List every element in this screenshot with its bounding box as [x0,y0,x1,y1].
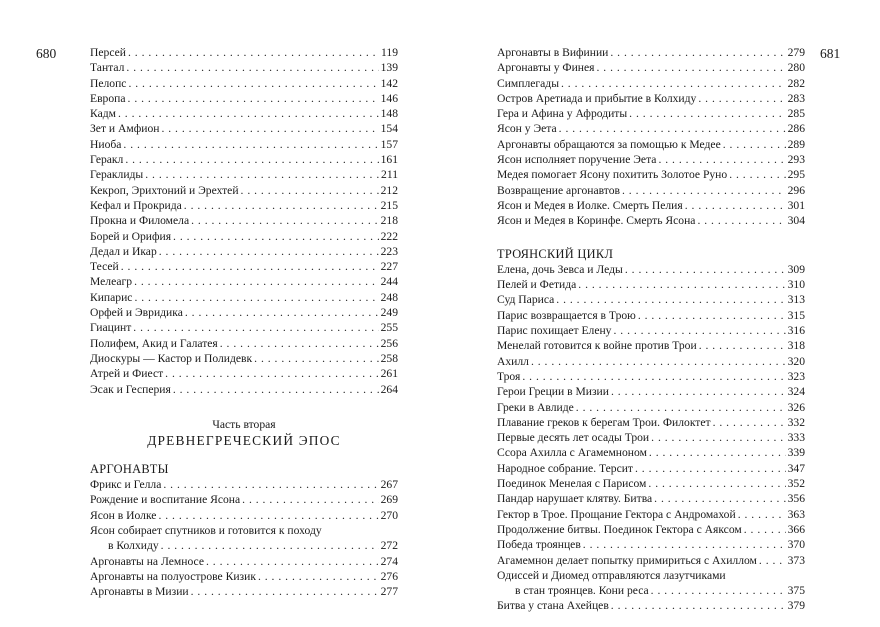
toc-entry-title: Аргонавты обращаются за помощью к Медее [497,137,721,151]
toc-entry-page: 323 [787,369,805,383]
toc-entry [90,152,398,167]
toc-entry-page: 339 [787,446,805,460]
toc-entry-line1: Одиссей и Диомед отправляются лазутчиками [497,568,726,582]
toc-entry [497,183,805,198]
toc-entry [90,60,398,75]
leader-dots [611,384,786,399]
leader-dots [531,354,786,369]
leader-dots [254,351,378,366]
toc-entry-page: 279 [787,46,805,59]
toc-entry-page: 282 [787,76,805,90]
toc-entry-title: Ясон и Медея в Коринфе. Смерть Ясона [497,214,696,228]
toc-entry-page: 289 [787,137,805,151]
toc-entry [90,167,398,182]
leader-dots [698,91,785,106]
toc-entry [497,384,805,399]
toc-entry-page: 274 [380,554,398,568]
leader-dots [556,292,785,307]
leader-dots [191,584,379,599]
toc-entry-title: Пелей и Фетида [497,278,577,292]
toc-entry-title: Эсак и Гесперия [90,382,171,396]
toc-entry-page: 154 [380,122,398,136]
toc-entry [497,323,805,338]
toc-entry-page: 363 [787,507,805,521]
toc-entry [90,91,398,106]
toc-entry [90,259,398,274]
toc-entry [497,369,805,384]
toc-entry-title: Аргонавты у Финея [497,61,595,75]
leader-dots [744,522,786,537]
toc-entry-title: Остров Аретиада и прибытие в Колхиду [497,91,697,105]
toc-entry-page: 370 [787,538,805,552]
section-heading-trojan: ТРОЯНСКИЙ ЦИКЛ [497,246,614,261]
toc-entry-title: Продолжение битвы. Поединок Гектора с Аяксом [497,522,742,536]
toc-entry-title: Кипарис [90,290,133,304]
toc-entry-page: 218 [380,214,398,228]
toc-entry-page: 248 [380,290,398,304]
toc-entry-title: Симплегады [497,76,559,90]
toc-entry-page: 276 [380,569,398,583]
toc-entry [497,152,805,167]
toc-entry-page: 146 [380,91,398,105]
toc-entry [90,584,398,599]
toc-entry-page: 309 [787,262,805,276]
toc-entry-title: Дедал и Икар [90,244,157,258]
leader-dots [121,259,379,274]
leader-dots [622,183,786,198]
toc-entry [497,415,805,430]
toc-entry [497,106,805,121]
toc-entry-page: 315 [787,308,805,322]
leader-dots [685,198,786,213]
toc-entry [90,244,398,259]
toc-entry [497,476,805,491]
toc-entry-page: 320 [787,354,805,368]
toc-entry-title: Аргонавты на Лемносе [90,554,204,568]
toc-entry-page: 269 [380,493,398,507]
toc-entry [497,45,805,60]
toc-entry-page: 261 [380,367,398,381]
toc-entry [90,274,398,289]
toc-entry [90,183,398,198]
toc-entry-page: 366 [787,522,805,536]
leader-dots [191,213,379,228]
toc-entry [90,538,398,553]
toc-entry [90,305,398,320]
toc-entry-title: Суд Париса [497,293,555,307]
leader-dots [185,305,379,320]
toc-entry-page: 379 [787,599,805,613]
leader-dots [134,274,379,289]
toc-entry-title: Тантал [90,61,125,75]
toc-entry-page: 333 [787,431,805,445]
leader-dots [654,491,785,506]
toc-entry-title: Медея помогает Ясону похитить Золотое Руно [497,168,728,182]
leader-dots [173,382,379,397]
toc-entry-page: 256 [380,336,398,350]
toc-entry-title: Гера и Афина у Афродиты [497,107,628,121]
toc-entry [497,537,805,552]
toc-entry-page: 244 [380,275,398,289]
toc-entry-page: 139 [380,61,398,75]
toc-entry-title: Ясон исполняет поручение Эета [497,153,657,167]
toc-entry-page: 227 [380,260,398,274]
toc-entry [497,292,805,307]
toc-entry-page: 283 [787,91,805,105]
toc-entry [497,91,805,106]
leader-dots [133,320,378,335]
toc-entry-page: 277 [380,585,398,599]
toc-entry-title: Аргонавты в Мизии [90,585,189,599]
toc-entry-page: 313 [787,293,805,307]
toc-entry-title: Герои Греции в Мизии [497,385,609,399]
toc-entry [497,198,805,213]
toc-entry [497,60,805,75]
toc-entry [497,553,805,568]
leader-dots [128,45,379,60]
toc-list-argonauts-cont [497,45,805,229]
toc-entry [90,213,398,228]
toc-entry-title: Ниоба [90,137,122,151]
toc-entry-title: Геракл [90,153,124,167]
leader-dots [648,476,785,491]
toc-entry-title: Поединок Менелая с Парисом [497,477,647,491]
toc-entry-title: Зет и Амфион [90,122,160,136]
leader-dots [649,445,786,460]
leader-dots [184,198,379,213]
toc-entry-title: Фрикс и Гелла [90,478,162,492]
toc-entry-title: Троя [497,369,521,383]
toc-entry-page: 270 [380,508,398,522]
toc-entry-title: Парис возвращается в Трою [497,308,636,322]
leader-dots [220,336,379,351]
toc-entry-title: Ясон у Эета [497,122,557,136]
toc-column-right [497,45,805,614]
leader-dots [258,569,379,584]
leader-dots [697,213,785,228]
leader-dots [145,167,379,182]
toc-entry-page: 296 [787,183,805,197]
leader-dots [126,60,378,75]
toc-entry-title: Победа троянцев [497,538,581,552]
part-label: Часть вторая [212,417,276,431]
leader-dots [134,290,378,305]
toc-entry [497,430,805,445]
toc-entry-page: 304 [787,214,805,228]
toc-entry [90,554,398,569]
leader-dots [625,262,786,277]
toc-entry-title: Парис похищает Елену [497,324,612,338]
toc-entry-page: 316 [787,324,805,338]
toc-column-left [90,45,398,600]
leader-dots [759,553,786,568]
toc-entry-page: 157 [380,137,398,151]
toc-entry-title: Аргонавты на полуострове Кизик [90,569,256,583]
toc-entry-page: 255 [380,321,398,335]
toc-entry [90,76,398,91]
page-number-right: 681 [820,46,841,61]
toc-entry-page: 148 [380,107,398,121]
toc-entry [90,106,398,121]
toc-entry-title: в Колхиду [108,539,159,553]
toc-entry-title: Прокна и Филомела [90,214,190,228]
toc-entry [90,45,398,60]
toc-entry-page: 293 [787,153,805,167]
toc-entry [497,338,805,353]
leader-dots [651,430,785,445]
toc-entry-title: Персей [90,46,126,59]
leader-dots [173,229,379,244]
toc-entry-title: Ясон в Иолке [90,508,157,522]
leader-dots [125,152,378,167]
toc-entry-title: Первые десять лет осады Трои [497,431,650,445]
toc-entry [497,137,805,152]
leader-dots [128,91,379,106]
toc-entry [90,569,398,584]
leader-dots [629,106,785,121]
toc-entry [497,598,805,613]
leader-dots [241,183,379,198]
toc-entry-title: Плавание греков к берегам Трои. Филоктет [497,415,711,429]
leader-dots [713,415,786,430]
toc-entry-page: 295 [787,168,805,182]
toc-entry [90,198,398,213]
leader-dots [242,492,378,507]
section-heading-argonauts: АРГОНАВТЫ [90,461,169,476]
leader-dots [738,507,786,522]
leader-dots [699,338,786,353]
leader-dots [161,121,378,136]
toc-entry-title: Мелеагр [90,275,133,289]
toc-entry-page: 267 [380,478,398,492]
toc-entry-page: 272 [380,539,398,553]
toc-entry-title: Народное собрание. Терсит [497,461,633,475]
leader-dots [128,76,378,91]
toc-entry [90,508,398,523]
toc-entry-title: Елена, дочь Зевса и Леды [497,262,623,276]
leader-dots [561,76,786,91]
toc-entry [90,121,398,136]
toc-entry-line1: Ясон собирает спутников и готовится к походу [90,524,322,538]
toc-entry-page: 373 [787,553,805,567]
toc-entry-title: Менелай готовится к войне против Трои [497,339,697,353]
toc-entry-title: Гектор в Трое. Прощание Гектора с Андромахой [497,507,736,521]
toc-entry-page: 301 [787,198,805,212]
leader-dots [583,537,786,552]
toc-entry [90,492,398,507]
toc-entry-page: 285 [787,107,805,121]
toc-entry-title: Возвращение аргонавтов [497,183,620,197]
toc-entry [497,121,805,136]
leader-dots [658,152,785,167]
toc-entry-title: Кефал и Прокрида [90,198,182,212]
toc-entry-title: Рождение и воспитание Ясона [90,493,241,507]
toc-entry-page: 326 [787,400,805,414]
toc-entry-page: 211 [381,168,398,182]
toc-entry [497,262,805,277]
toc-entry [90,229,398,244]
toc-entry [497,445,805,460]
toc-entry [497,167,805,182]
toc-entry-title: Атрей и Фиест [90,367,164,381]
toc-entry-title: Аргонавты в Вифинии [497,46,609,59]
toc-entry-title: Гиацинт [90,321,132,335]
toc-entry [497,461,805,476]
leader-dots [610,45,785,60]
toc-entry-title: Агамемнон делает попытку примириться с Ахиллом [497,553,757,567]
toc-entry-title: Борей и Орифия [90,229,172,243]
toc-entry-title: Европа [90,91,126,105]
toc-entry [90,382,398,397]
toc-entry-page: 356 [787,492,805,506]
toc-list-argonauts [90,477,398,523]
leader-dots [123,137,378,152]
toc-entry [90,137,398,152]
part-title: ДРЕВНЕГРЕЧЕСКИЙ ЭПОС [147,432,341,448]
toc-entry [90,290,398,305]
toc-entry-title: Орфей и Эвридика [90,306,183,320]
leader-dots [118,106,379,121]
toc-entry [90,336,398,351]
leader-dots [165,366,378,381]
toc-entry [497,277,805,292]
leader-dots [576,400,786,415]
toc-entry-page: 264 [380,382,398,396]
toc-entry-page: 347 [787,461,805,475]
leader-dots [578,277,785,292]
toc-entry [497,354,805,369]
toc-entry-title: Ссора Ахилла с Агамемноном [497,446,647,460]
toc-entry-page: 223 [380,244,398,258]
toc-entry-page: 119 [381,46,398,59]
leader-dots [651,583,786,598]
leader-dots [163,477,378,492]
toc-entry-page: 280 [787,61,805,75]
toc-entry-page: 332 [787,415,805,429]
leader-dots [158,508,378,523]
toc-entry-title: Пелопс [90,76,127,90]
toc-entry-page: 375 [787,584,805,598]
toc-entry [90,366,398,381]
toc-entry [497,507,805,522]
toc-entry [497,491,805,506]
toc-entry-page: 215 [380,198,398,212]
toc-entry [497,400,805,415]
toc-entry-page: 318 [787,339,805,353]
leader-dots [159,244,379,259]
leader-dots [206,554,379,569]
toc-entry-title: Битва у стана Ахейцев [497,599,609,613]
leader-dots [638,308,786,323]
toc-entry-title: в стан троянцев. Кони реса [515,584,649,598]
toc-entry-page: 352 [787,477,805,491]
toc-entry-title: Пандар нарушает клятву. Битва [497,492,653,506]
leader-dots [161,538,379,553]
toc-entry-title: Кадм [90,107,116,121]
toc-list-myths [90,45,398,397]
toc-entry-title: Диоскуры — Кастор и Полидевк [90,351,253,365]
toc-entry-title: Ахилл [497,354,529,368]
leader-dots [635,461,786,476]
toc-entry-page: 258 [380,351,398,365]
toc-entry-page: 161 [380,153,398,167]
toc-entry-page: 310 [787,278,805,292]
toc-entry-page: 212 [380,183,398,197]
toc-entry [497,522,805,537]
page-number-left: 680 [36,46,57,61]
toc-entry-page: 142 [380,76,398,90]
toc-list-trojan [497,262,805,568]
toc-list-argonauts-2 [90,554,398,600]
toc-entry [497,583,805,598]
toc-entry-title: Греки в Авлиде [497,400,574,414]
toc-entry-title: Тесей [90,260,119,274]
toc-entry-page: 324 [787,385,805,399]
toc-entry-title: Кекроп, Эрихтоний и Эрехтей [90,183,239,197]
toc-entry [497,308,805,323]
toc-entry-title: Гераклиды [90,168,144,182]
toc-entry [90,351,398,366]
leader-dots [723,137,786,152]
toc-entry-title: Полифем, Акид и Галатея [90,336,218,350]
leader-dots [522,369,785,384]
toc-entry-page: 249 [380,306,398,320]
toc-entry [497,213,805,228]
toc-entry [497,76,805,91]
leader-dots [559,121,786,136]
toc-entry-page: 286 [787,122,805,136]
leader-dots [611,598,786,613]
leader-dots [613,323,785,338]
leader-dots [729,167,785,182]
toc-entry [90,320,398,335]
toc-entry-title: Ясон и Медея в Иолке. Смерть Пелия [497,198,683,212]
toc-entry-page: 222 [380,229,398,243]
toc-entry [90,477,398,492]
leader-dots [596,60,785,75]
